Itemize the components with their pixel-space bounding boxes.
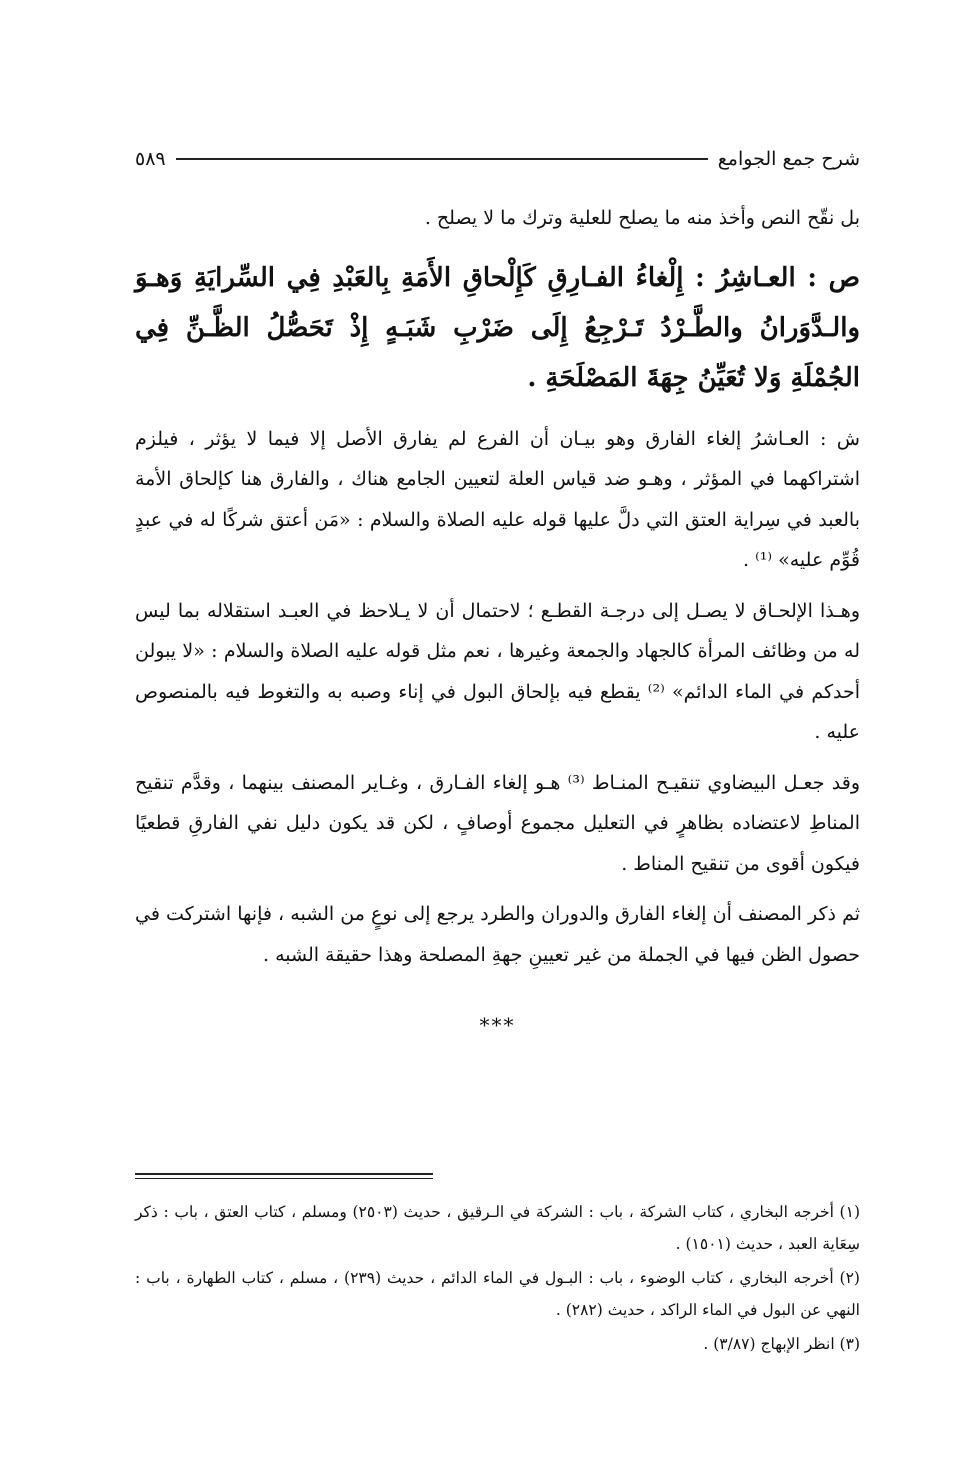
- matn-text: ص : العـاشِرُ : إِلْغاءُ الفـارِقِ كَإِلْحاقِ الأَمَةِ بِالعَبْدِ فِي السِّرايَةِ وَهـوَ والـدَّوَرانُ والطَّـرْدُ تَـرْجِعُ إِلَى ضَرْبِ شَبَـهٍ إِذْ تَحَصُّلُ الظَّـنِّ فِي الجُمْلَةِ وَلا تُعَيِّنُ جِهَةَ المَصْلَحَةِ .: [135, 262, 860, 393]
- page-number: ٥٨٩: [135, 148, 166, 170]
- header-rule: [176, 158, 708, 160]
- page: [135, 0, 860, 1477]
- footnote-2: (٢) أخرجه البخاري ، كتاب الوضوء ، باب : البـول في الماء الدائم ، حديث (٢٣٩) ، مسلم ، كتاب الطهارة ، باب : النهي عن البول في الماء الراكد ، حديث (٢٨٢) .: [135, 1269, 860, 1319]
- footnote-rule-thin: [135, 1178, 433, 1179]
- commentary-paragraph-3: وقد جعـل البيضاوي تنقيـح المنـاط ⁽³⁾ هـو إلغاء الفـارق ، وغـاير المصنف بينهما ، وقدَّم تنقيح المناطِ لاعتضاده بظاهرٍ في التعليل مجموع أوصافٍ ، لكن قد يكون دليل نفي الفارقِ قطعيًا فيكون أقوى من تنقيح المناط .: [135, 771, 860, 875]
- book-title: شرح جمع الجوامع: [717, 148, 860, 170]
- footnotes: [135, 1196, 860, 1362]
- footnote-3: (٣) انظر الإبهاج (٣/٨٧) .: [703, 1335, 860, 1353]
- commentary-paragraph-1: ش : العـاشرُ إلغاء الفارق وهو بيـان أن الفرع لم يفارق الأصل إلا فيما لا يؤثر ، فيلزم اشتراكهما في المؤثر ، وهـو ضد قياس العلة لتعيين الجامع هناك ، والفارق هنا كإلحاق الأمة بالعبد في سِراية العتق التي دلَّ عليها قوله عليه الصلاة والسلام : «مَن أعتق شركًا له في عبدٍ قُوِّم عليه» ⁽¹⁾ .: [135, 427, 860, 571]
- intro-line: بل نقّح النص وأخذ منه ما يصلح للعلية وترك ما لا يصلح .: [424, 207, 860, 229]
- section-separator: ***: [479, 1013, 516, 1037]
- running-header: [135, 142, 860, 176]
- commentary-paragraph-2: وهـذا الإلحـاق لا يصـل إلى درجـة القطـع ؛ لاحتمال أن لا يـلاحظ في العبـد استقلاله بما ليس له من وظائف المرأة كالجهاد والجمعة وغيرها ، نعم مثل قوله عليه الصلاة والسلام : «لا يبولن أحدكم في الماء الدائم» ⁽²⁾ يقطع فيه بإلحاق البول في إناء وصبه به والتغوط فيه بالمنصوص عليه .: [135, 599, 861, 743]
- main-text: [135, 198, 860, 1037]
- commentary-paragraph-4: ثم ذكر المصنف أن إلغاء الفارق والدوران والطرد يرجع إلى نوعٍ من الشبه ، فإنها اشتركت في حصول الظن فيها في الجملة من غير تعيينِ جهةِ المصلحة وهذا حقيقة الشبه .: [135, 903, 860, 966]
- footnote-1: (١) أخرجه البخاري ، كتاب الشركة ، باب : الشركة في الـرقيق ، حديث (٢٥٠٣) ومسلم ، كتاب العتق ، باب : ذكر سِعَاية العبد ، حديث (١٥٠١) .: [135, 1203, 860, 1253]
- footnote-rule: [135, 1173, 433, 1175]
